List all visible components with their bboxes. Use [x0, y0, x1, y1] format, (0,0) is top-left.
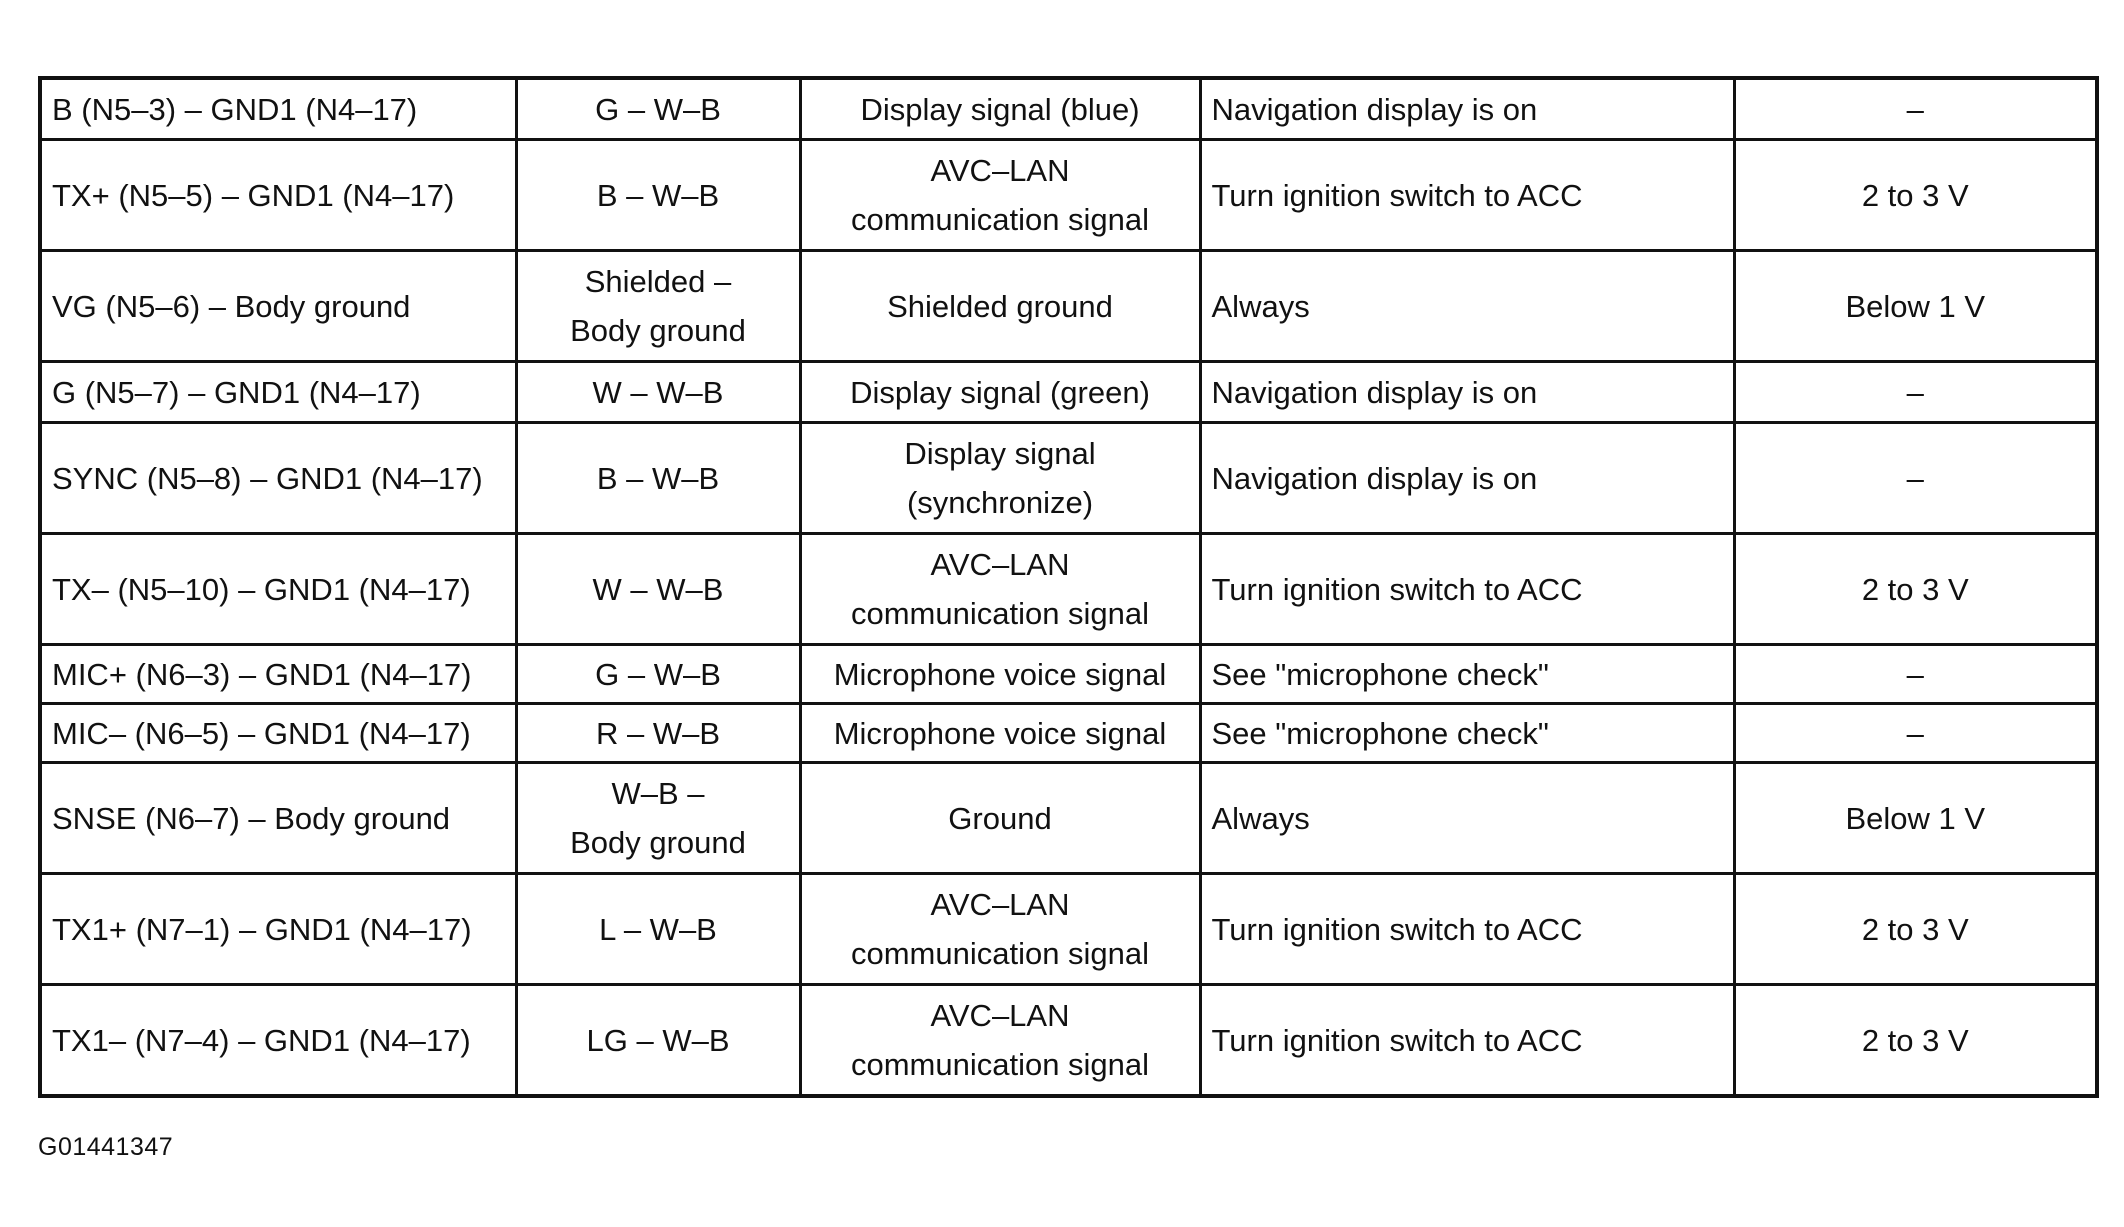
specified-condition-text: –: [1906, 460, 1924, 496]
description-cell: [800, 645, 1200, 704]
condition-text: Turn ignition switch to ACC: [1211, 571, 1583, 607]
terminal-text: MIC– (N6–5) – GND1 (N4–17): [52, 715, 471, 751]
table-body: [40, 78, 2097, 1096]
description-text: AVC–LAN: [930, 998, 1070, 1033]
wiring-color-text: G – W–B: [595, 91, 721, 127]
wiring-color-text: G – W–B: [595, 656, 721, 692]
condition-cell: [1200, 704, 1734, 763]
description-cell: [800, 763, 1200, 874]
specified-condition-text: Below 1 V: [1845, 800, 1986, 836]
condition-cell: [1200, 140, 1734, 251]
condition-cell: [1200, 985, 1734, 1097]
table-row: [40, 704, 2097, 763]
condition-cell: [1200, 763, 1734, 874]
description-cell: [800, 534, 1200, 645]
specified-condition-text: –: [1906, 656, 1924, 692]
wiring-color-text: Body ground: [570, 825, 746, 860]
description-text: (synchronize): [906, 485, 1094, 520]
wiring-color-cell: [516, 140, 800, 251]
terminal-text: SYNC (N5–8) – GND1 (N4–17): [52, 460, 483, 496]
description-text: Microphone voice signal: [833, 656, 1167, 692]
terminal-cell: [40, 704, 516, 763]
description-cell: [800, 985, 1200, 1097]
description-text: Display signal (green): [850, 374, 1150, 410]
wiring-color-text: W–B –: [611, 776, 705, 811]
condition-text: See "microphone check": [1211, 656, 1549, 692]
specified-condition-cell: [1734, 140, 2097, 251]
description-text: communication signal: [850, 596, 1150, 631]
wiring-color-cell: [516, 645, 800, 704]
condition-text: Navigation display is on: [1211, 460, 1538, 496]
description-cell: [800, 362, 1200, 423]
wiring-color-text: W – W–B: [592, 571, 724, 607]
description-text: Ground: [948, 800, 1052, 836]
terminal-text: MIC+ (N6–3) – GND1 (N4–17): [52, 656, 472, 692]
terminal-text: TX+ (N5–5) – GND1 (N4–17): [52, 177, 455, 213]
description-text: communication signal: [850, 936, 1150, 971]
table-row: [40, 645, 2097, 704]
table-row: [40, 874, 2097, 985]
wiring-color-text: R – W–B: [595, 715, 721, 751]
condition-text: Navigation display is on: [1211, 91, 1538, 127]
description-text: Display signal (blue): [860, 91, 1140, 127]
condition-cell: [1200, 78, 1734, 140]
terminal-text: TX– (N5–10) – GND1 (N4–17): [52, 571, 471, 607]
description-text: communication signal: [850, 202, 1150, 237]
condition-text: Turn ignition switch to ACC: [1211, 177, 1583, 213]
description-text: Display signal: [904, 436, 1096, 471]
specified-condition-text: 2 to 3 V: [1861, 911, 1969, 947]
terminal-cell: [40, 874, 516, 985]
terminal-text: B (N5–3) – GND1 (N4–17): [52, 91, 418, 127]
terminal-cell: [40, 362, 516, 423]
condition-text: Turn ignition switch to ACC: [1211, 911, 1583, 947]
specified-condition-text: –: [1906, 715, 1924, 751]
specified-condition-text: Below 1 V: [1845, 288, 1986, 324]
table-row: [40, 423, 2097, 534]
specified-condition-text: 2 to 3 V: [1861, 1022, 1969, 1058]
description-cell: [800, 140, 1200, 251]
terminal-cell: [40, 251, 516, 362]
specified-condition-cell: [1734, 763, 2097, 874]
wiring-color-text: L – W–B: [599, 911, 717, 947]
condition-text: Always: [1211, 288, 1310, 324]
table-row: [40, 985, 2097, 1097]
specified-condition-cell: [1734, 874, 2097, 985]
description-cell: [800, 874, 1200, 985]
wiring-color-text: LG – W–B: [586, 1022, 730, 1058]
wiring-color-cell: [516, 874, 800, 985]
wiring-color-cell: [516, 985, 800, 1097]
wiring-color-cell: [516, 423, 800, 534]
description-text: AVC–LAN: [930, 547, 1070, 582]
description-text: communication signal: [850, 1047, 1150, 1082]
terminal-cell: [40, 140, 516, 251]
terminal-cell: [40, 985, 516, 1097]
wiring-color-cell: [516, 534, 800, 645]
specified-condition-cell: [1734, 362, 2097, 423]
table-row: [40, 763, 2097, 874]
wiring-color-text: W – W–B: [592, 374, 724, 410]
condition-text: See "microphone check": [1211, 715, 1549, 751]
condition-text: Always: [1211, 800, 1310, 836]
table-row: [40, 534, 2097, 645]
terminal-text: TX1– (N7–4) – GND1 (N4–17): [52, 1022, 471, 1058]
table-row: [40, 78, 2097, 140]
specified-condition-text: –: [1906, 374, 1924, 410]
wiring-color-cell: [516, 704, 800, 763]
specified-condition-cell: [1734, 251, 2097, 362]
terminal-text: SNSE (N6–7) – Body ground: [52, 800, 451, 836]
description-cell: [800, 78, 1200, 140]
terminal-cell: [40, 78, 516, 140]
table-row: [40, 362, 2097, 423]
description-text: Shielded ground: [887, 288, 1113, 324]
specified-condition-cell: [1734, 423, 2097, 534]
specified-condition-cell: [1734, 704, 2097, 763]
condition-cell: [1200, 362, 1734, 423]
description-text: AVC–LAN: [930, 887, 1070, 922]
condition-cell: [1200, 645, 1734, 704]
terminal-cell: [40, 423, 516, 534]
specified-condition-cell: [1734, 534, 2097, 645]
description-cell: [800, 704, 1200, 763]
specified-condition-text: 2 to 3 V: [1861, 571, 1969, 607]
specified-condition-text: 2 to 3 V: [1861, 177, 1969, 213]
terminal-cell: [40, 645, 516, 704]
condition-text: Turn ignition switch to ACC: [1211, 1022, 1583, 1058]
wiring-color-text: B – W–B: [596, 177, 720, 213]
wiring-color-text: B – W–B: [596, 460, 720, 496]
condition-cell: [1200, 534, 1734, 645]
figure-id: G01441347: [38, 1133, 174, 1161]
terminal-cell: [40, 534, 516, 645]
table-row: [40, 251, 2097, 362]
specified-condition-cell: [1734, 78, 2097, 140]
terminal-spec-table: [38, 76, 2099, 1098]
condition-cell: [1200, 874, 1734, 985]
terminal-text: VG (N5–6) – Body ground: [52, 288, 411, 324]
terminal-text: G (N5–7) – GND1 (N4–17): [52, 374, 421, 410]
specified-condition-cell: [1734, 985, 2097, 1097]
terminal-text: TX1+ (N7–1) – GND1 (N4–17): [52, 911, 472, 947]
description-cell: [800, 423, 1200, 534]
description-text: AVC–LAN: [930, 153, 1070, 188]
wiring-color-text: Body ground: [570, 313, 746, 348]
description-text: Microphone voice signal: [833, 715, 1167, 751]
specified-condition-cell: [1734, 645, 2097, 704]
description-cell: [800, 251, 1200, 362]
wiring-color-cell: [516, 78, 800, 140]
wiring-color-cell: [516, 362, 800, 423]
condition-cell: [1200, 251, 1734, 362]
table-row: [40, 140, 2097, 251]
wiring-color-cell: [516, 763, 800, 874]
wiring-color-text: Shielded –: [584, 264, 732, 299]
specified-condition-text: –: [1906, 91, 1924, 127]
condition-cell: [1200, 423, 1734, 534]
condition-text: Navigation display is on: [1211, 374, 1538, 410]
terminal-cell: [40, 763, 516, 874]
wiring-color-cell: [516, 251, 800, 362]
